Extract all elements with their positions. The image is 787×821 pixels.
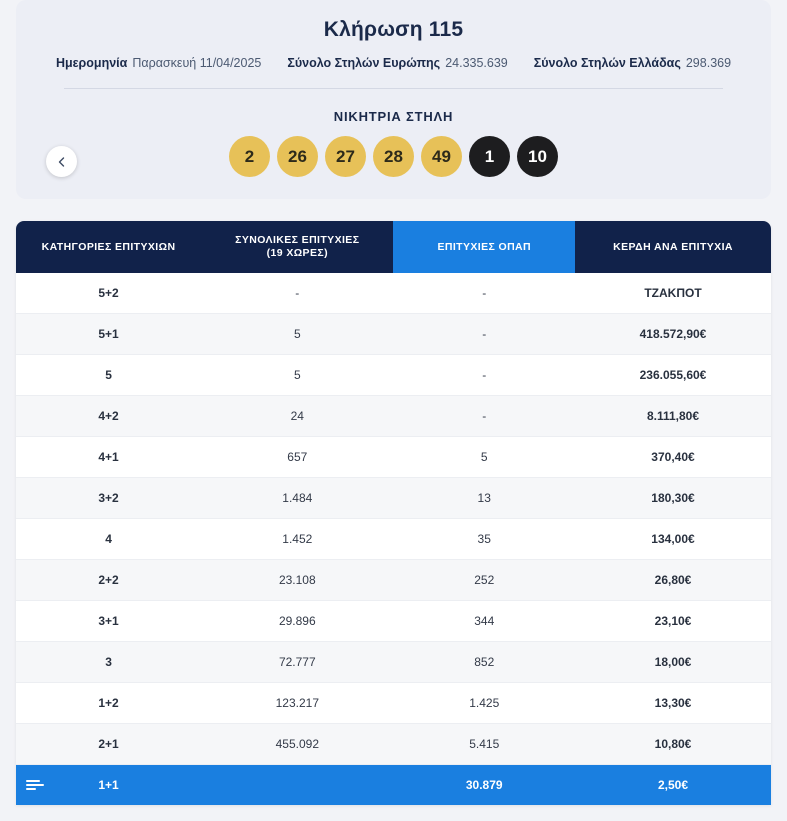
header-opap-wins: [393, 221, 575, 273]
cell-prize: 418.572,90€: [575, 314, 771, 355]
page-title: Κλήρωση 115: [323, 18, 464, 41]
table-row: [16, 273, 771, 314]
winning-ball: 28: [373, 136, 414, 177]
header-prize-per-win-label: ΚΕΡΔΗ ΑΝΑ ΕΠΙΤΥΧΙΑ: [613, 240, 733, 253]
cell-total: 657: [201, 437, 393, 478]
draw-meta-row: [16, 56, 771, 70]
winning-star-ball: 1: [469, 136, 510, 177]
cell-prize: 2,50€: [575, 765, 771, 806]
winning-star-ball: 10: [517, 136, 558, 177]
header-total-wins-label: ΣΥΝΟΛΙΚΕΣ ΕΠΙΤΥΧΙΕΣ: [235, 234, 360, 246]
cell-prize: ΤΖΑΚΠΟΤ: [575, 273, 771, 314]
cell-opap: 35: [393, 519, 575, 560]
table-row: [16, 724, 771, 765]
cell-total: 455.092: [201, 724, 393, 765]
cell-opap: -: [393, 396, 575, 437]
cell-prize: 180,30€: [575, 478, 771, 519]
cell-opap: 30.879: [393, 765, 575, 806]
header-opap-wins-label: ΕΠΙΤΥΧΙΕΣ ΟΠΑΠ: [437, 240, 532, 253]
cell-category: 5+1: [16, 314, 201, 355]
cell-total: 5: [201, 314, 393, 355]
cell-category: 3+2: [16, 478, 201, 519]
meta-item-date: [56, 56, 261, 70]
winning-numbers-row: [16, 136, 771, 177]
cell-prize: 23,10€: [575, 601, 771, 642]
cell-category: 4+2: [16, 396, 201, 437]
cell-total: 23.108: [201, 560, 393, 601]
cell-opap: -: [393, 355, 575, 396]
cell-prize: 370,40€: [575, 437, 771, 478]
cell-category: 3+1: [16, 601, 201, 642]
winning-column-label: ΝΙΚΗΤΡΙΑ ΣΤΗΛΗ: [333, 109, 454, 124]
cell-total: 123.217: [201, 683, 393, 724]
cell-opap: 852: [393, 642, 575, 683]
results-table: [16, 221, 771, 805]
table-row: [16, 437, 771, 478]
cell-category: 4+1: [16, 437, 201, 478]
header-prize-per-win: [575, 221, 771, 273]
cell-category: 2+2: [16, 560, 201, 601]
cell-total: 29.896: [201, 601, 393, 642]
cell-prize: 18,00€: [575, 642, 771, 683]
table-row: [16, 478, 771, 519]
meta-value-europe-total: 24.335.639: [445, 56, 508, 70]
table-row: [16, 642, 771, 683]
cell-category-label: 1+1: [98, 778, 119, 793]
cell-prize: 13,30€: [575, 683, 771, 724]
cell-category: 5+2: [16, 273, 201, 314]
cell-prize: 10,80€: [575, 724, 771, 765]
header-total-wins-sublabel: (19 ΧΩΡΕΣ): [266, 247, 328, 260]
cell-opap: 344: [393, 601, 575, 642]
cell-category: 2+1: [16, 724, 201, 765]
cell-opap: 5.415: [393, 724, 575, 765]
meta-label-greece-total: Σύνολο Στηλών Ελλάδας: [533, 56, 681, 70]
cell-category: 3: [16, 642, 201, 683]
cell-opap: 1.425: [393, 683, 575, 724]
table-row: [16, 314, 771, 355]
table-row: [16, 519, 771, 560]
cell-total: 72.777: [201, 642, 393, 683]
cell-total: 1.484: [201, 478, 393, 519]
cell-category: 4: [16, 519, 201, 560]
previous-draw-button[interactable]: [46, 146, 77, 177]
section-divider: [64, 88, 723, 89]
results-table-head: [16, 221, 771, 273]
winning-ball: 2: [229, 136, 270, 177]
cell-category: 5: [16, 355, 201, 396]
cell-total: 24: [201, 396, 393, 437]
cell-total: 1.452: [201, 519, 393, 560]
meta-item-europe-total: [287, 56, 507, 70]
cell-category: [16, 765, 201, 806]
header-categories-label: ΚΑΤΗΓΟΡΙΕΣ ΕΠΙΤΥΧΙΩΝ: [41, 240, 176, 253]
table-row: [16, 396, 771, 437]
cell-opap: 5: [393, 437, 575, 478]
cell-opap: 252: [393, 560, 575, 601]
meta-value-date: Παρασκευή 11/04/2025: [132, 56, 262, 70]
cell-prize: 26,80€: [575, 560, 771, 601]
filter-icon[interactable]: [26, 780, 44, 790]
cell-opap: 13: [393, 478, 575, 519]
header-categories: [16, 221, 201, 273]
results-table-container: [16, 221, 771, 805]
meta-item-greece-total: [534, 56, 731, 70]
cell-total: [201, 765, 393, 806]
table-row-highlighted: [16, 765, 771, 806]
winning-ball: 49: [421, 136, 462, 177]
results-table-body: [16, 273, 771, 805]
cell-total: 5: [201, 355, 393, 396]
meta-label-date: Ημερομηνία: [55, 56, 128, 70]
table-row: [16, 683, 771, 724]
draw-summary-card: [16, 0, 771, 199]
table-row: [16, 560, 771, 601]
header-total-wins: [201, 221, 393, 273]
cell-category: 1+2: [16, 683, 201, 724]
table-header-row: [16, 221, 771, 273]
table-row: [16, 355, 771, 396]
cell-opap: -: [393, 314, 575, 355]
cell-opap: -: [393, 273, 575, 314]
winning-ball: 27: [325, 136, 366, 177]
meta-value-greece-total: 298.369: [685, 56, 732, 70]
cell-prize: 8.111,80€: [575, 396, 771, 437]
cell-prize: 236.055,60€: [575, 355, 771, 396]
meta-label-europe-total: Σύνολο Στηλών Ευρώπης: [287, 56, 441, 70]
cell-prize: 134,00€: [575, 519, 771, 560]
table-row: [16, 601, 771, 642]
chevron-left-icon: [56, 156, 68, 168]
cell-total: -: [201, 273, 393, 314]
winning-ball: 26: [277, 136, 318, 177]
